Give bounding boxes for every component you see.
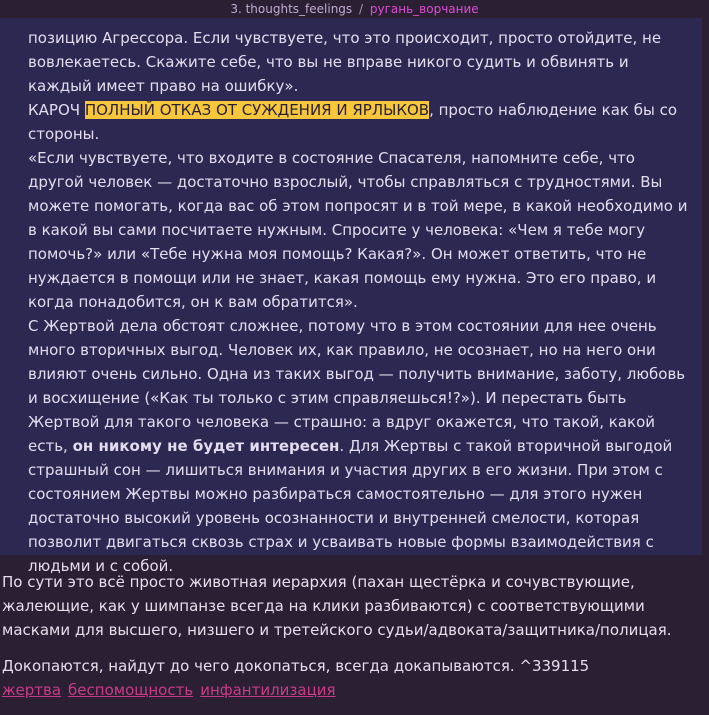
- callout-text: КАРОЧ: [28, 101, 85, 119]
- breadcrumb-separator: /: [359, 2, 364, 16]
- callout-paragraph: [28, 98, 692, 146]
- callout-paragraph: позицию Агрессора. Если чувствуете, что это происходит, просто отойдите, не вовлекаетесь. Скажите себе, что вы не вправе никого судить и обвинять и каждый имеет право на ошибку».: [28, 29, 662, 95]
- tag-link[interactable]: инфантилизация: [200, 681, 336, 699]
- callout-paragraph: «Если чувствуете, что входите в состояние Спасателя, напомните себе, что другой человек — достаточно взрослый, чтобы справляться с трудностями. Вы можете помогать, когда вас об этом попросят и в той мере, в какой необходимо и в какой вы сами посчитаете нужным. Спросите у человека: «Чем я тебе могу помочь?» или «Тебе нужна моя помощь? Какая?». Он может ответить, что не нуждается в помощи или не знает, какая помощь ему нужна. Это его право, и когда понадобится, он к вам обратится».: [28, 149, 688, 311]
- breadcrumb-current: ругань_ворчание: [369, 2, 479, 16]
- quote-callout: [0, 18, 702, 575]
- callout-text: . Для Жертвы с такой вторичной выгодой страшный сон — лишиться внимания и участия других в его жизни. При этом с состоянием Жертвы можно разбираться самостоятельно — для этого нужен достаточно высокий уровень осознанности и внутренней смелости, которая позволит двигаться сквозь страх и усваивать новые формы взаимодействия с людьми и с собой.: [28, 437, 673, 575]
- breadcrumb-folder[interactable]: 3. thoughts_feelings: [230, 2, 353, 16]
- body-paragraph: Докопаются, найдут до чего докопаться, всегда докапываются. ^339115: [2, 657, 590, 675]
- body-paragraph: По сути это всё просто животная иерархия (пахан щестёрка и сочувствующие, жалеющие, как у шимпанзе всегда на клики разбиваются) с соответствующими масками для высшего, низшего и третейского судьи/адвоката/защитника/полицая.: [2, 573, 672, 639]
- callout-paragraph: [28, 314, 692, 578]
- tag-list: [2, 678, 702, 702]
- callout-text: , просто наблюдение как бы со стороны.: [28, 101, 678, 143]
- highlighted-text: ПОЛНЫЙ ОТКАЗ ОТ СУЖДЕНИЯ И ЯРЛЫКОВ: [84, 101, 430, 119]
- breadcrumb: [0, 0, 709, 18]
- tag-link[interactable]: беспомощность: [68, 681, 194, 699]
- note-body: [2, 570, 702, 702]
- bold-text: он никому не будет интересен: [72, 437, 340, 455]
- tag-link[interactable]: жертва: [2, 681, 62, 699]
- callout-text: С Жертвой дела обстоят сложнее, потому что в этом состоянии для нее очень много вторичных выгод. Человек их, как правило, не осознает, но на него они влияют очень сильно. Одна из таких выгод — получить внимание, заботу, любовь и восхищение («Как ты только с этим справляешься!?»). И перестать быть Жертвой для такого человека — страшно: а вдруг окажется, что такой, какой есть,: [28, 317, 686, 455]
